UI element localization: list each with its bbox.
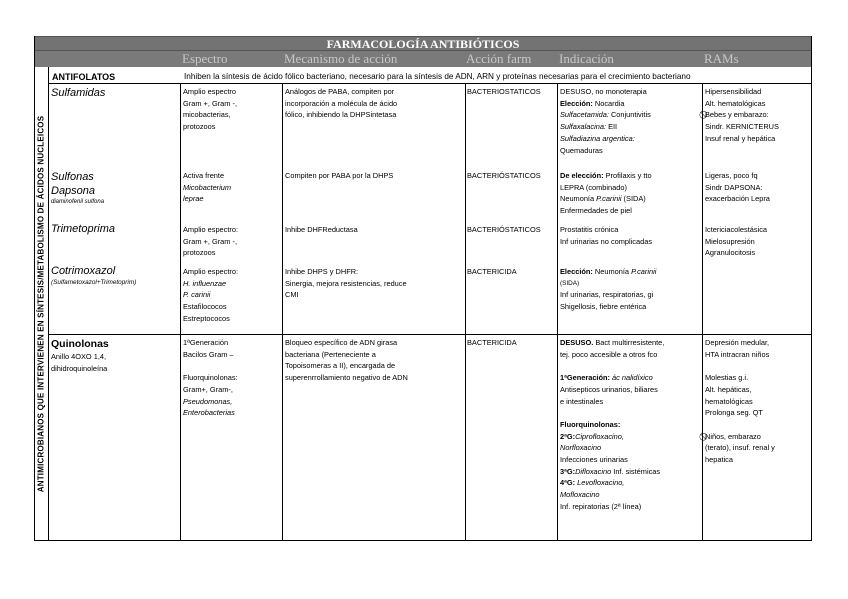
side-category-label: ANTIMICROBIANOS QUE INTERVIENEN EN SÍNTESIS/METABOLISMO DE ÁCIDOS NUCLEICOS (36, 115, 46, 493)
table-title: FARMACOLOGÍA ANTIBIÓTICOS (34, 36, 812, 51)
header-espectro: Espectro (182, 51, 228, 66)
quinolonas-rams: Depresión medular, HTA intracran niños Molestias g.i. Alt. hepáticas, hematológicas Prolonga seg. QT ⃠Niños, embarazo (terato), insuf. renal y hepatica (705, 338, 775, 465)
cotrimoxazol-indicacion: Elección: Neumonía P.carinii (SIDA) Inf urinarias, respiratorias, gi Shigellosis, fiebre entérica (560, 267, 657, 312)
header-indicacion: Indicación (559, 51, 614, 66)
sulfamidas-name: Sulfamidas (51, 87, 106, 99)
sulfamidas-rams: Hipersensibilidad Alt. hematológicas ⃠Bebes y embarazo: Sindr. KERNICTERUS Insuf renal y hepática (705, 87, 779, 143)
header-rams: RAMs (704, 51, 739, 66)
sulfonas-rams: Ligeras, poco fq Sindr DAPSONA: exacerbación Lepra (705, 171, 770, 204)
quinolonas-name: Quinolonas Anillo 4OXO 1,4, dihidroquinoleína (51, 338, 109, 373)
trimetoprima-mecanismo: Inhibe DHFReductasa (285, 225, 358, 234)
sulfonas-espectro: Activa frente Micobacterium leprae (183, 171, 232, 204)
trimetoprima-espectro: Amplio espectro: Gram +, Gram -, protozoos (183, 225, 239, 258)
cotrimoxazol-mecanismo: Inhibe DHPS y DHFR: Sinergia, mejora resistencias, reduce CMI (285, 267, 407, 300)
sulfonas-indicacion: De elección: Profilaxis y tto LEPRA (combinado) Neumonía P.carinii (SIDA) Enfermedades de piel (560, 171, 652, 216)
sulfamidas-indicacion: DESUSO, no monoterapia Elección: Nocardia Sulfacetamida: Conjuntivitis Sulfaxalacina: EII Sulfadiazina argentica: Quemaduras (560, 87, 651, 155)
trimetoprima-name: Trimetoprima (51, 223, 115, 235)
sulfamidas-mecanismo: Análogos de PABA, compiten por incorporación a molécula de ácido fólico, inhibiendo la DHPSintetasa (285, 87, 398, 120)
cotrimoxazol-espectro: Amplio espectro: H. influenzae P. carinii Estafilococos Estreptococos (183, 267, 239, 323)
quinolonas-espectro: 1ªGeneración Bacilos Gram – Fluorquinolonas: Gram+, Gram-, Pseudomonas, Enterobacterias (183, 338, 238, 418)
trimetoprima-accion: BACTERIÓSTATICOS (467, 225, 541, 234)
quinolonas-accion: BACTERICIDA (467, 338, 517, 347)
header-row (34, 51, 812, 67)
side-category (34, 67, 49, 541)
antifolatos-label: ANTIFOLATOS (52, 72, 116, 82)
sulfonas-name: Sulfonas Dapsona diaminofenil sulfona (51, 171, 105, 205)
sulfonas-accion: BACTERIÓSTATICOS (467, 171, 541, 180)
header-mecanismo: Mecanismo de acción (284, 51, 398, 66)
sulfamidas-espectro: Amplio espectro Gram +, Gram -, micobacterias, protozoos (183, 87, 237, 132)
antifolatos-description: Inhiben la síntesis de ácido fólico bacteriano, necesario para la síntesis de ADN, ARN y proteínas necesarias para el crecimiento bacteriano (184, 72, 691, 81)
trimetoprima-indicacion: Prostatitis crónica Inf urinarias no complicadas (560, 225, 653, 246)
sulfamidas-accion: BACTERIOSTATICOS (467, 87, 541, 96)
cotrimoxazol-name: Cotrimoxazol (Sulfametoxazol+Trimetoprim) (51, 265, 137, 286)
header-accion: Acción farm (466, 51, 532, 66)
trimetoprima-rams: Ictericiacolestásica Mielosupresión Agranulocitosis (705, 225, 768, 258)
cotrimoxazol-accion: BACTERICIDA (467, 267, 517, 276)
quinolonas-indicacion: DESUSO. Bact multirresistente, tej. poco accesible a otros fco 1ªGeneración: ác nalidíxico Antisepticos urinarios, biliares e intestinales Fluorquinolonas: 2ªG:Ciprofloxacino, Norfloxacino Infecciones urinarias 3ªG:Difloxacino Inf. sistémicas 4ªG: Levofloxacino, Mofloxacino Inf. repiratorias (2ª línea) (560, 338, 665, 511)
quinolonas-mecanismo: Bloqueo específico de ADN girasa bacteriana (Perteneciente a Topoisomeras a II), encargada de superenrrollamiento negativo de ADN (285, 338, 408, 383)
sulfonas-mecanismo: Compiten por PABA por la DHPS (285, 171, 394, 180)
